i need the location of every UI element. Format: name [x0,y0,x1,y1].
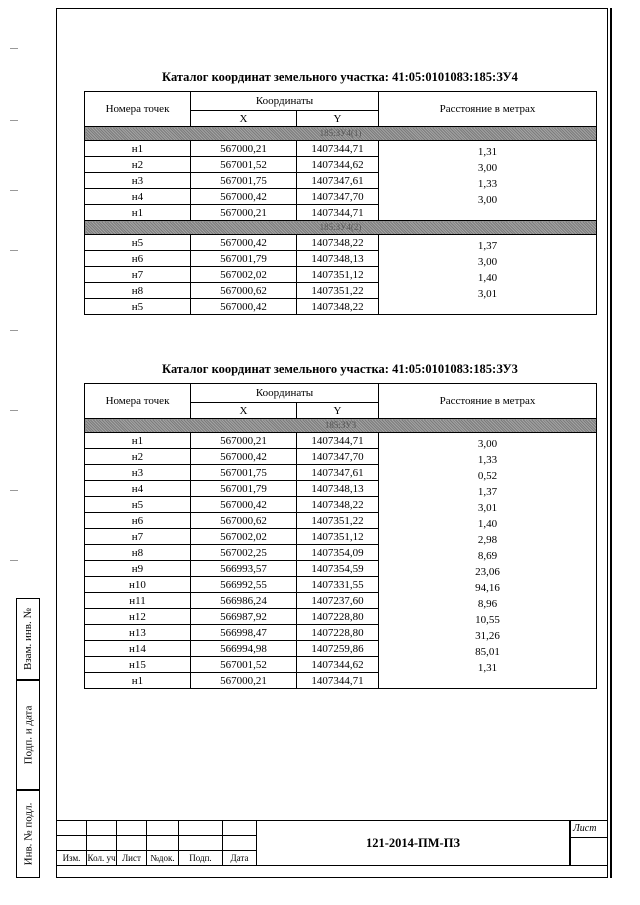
table-row [85,189,597,205]
distance: 1,31 [379,657,597,673]
header-points: Номера точек [85,384,191,419]
table-row [85,625,597,641]
margin-tick [10,120,18,121]
coord-y: 1407344,62 [297,657,379,673]
distance: 1,40 [379,513,597,529]
distance [379,205,597,221]
coord-x: 567000,42 [191,497,297,513]
point-number: н7 [85,529,191,545]
distance: 2,98 [379,529,597,545]
coord-x: 567001,52 [191,157,297,173]
point-number: н1 [85,141,191,157]
stamp-kol: Кол. уч [87,851,117,866]
table-row [85,283,597,299]
coord-y: 1407344,71 [297,433,379,449]
coord-x: 567000,42 [191,235,297,251]
table-row [85,251,597,267]
point-number: н13 [85,625,191,641]
coord-y: 1407344,71 [297,141,379,157]
group-label-row: 185:ЗУ4(2) [85,221,597,235]
table-row [85,513,597,529]
point-number: н11 [85,593,191,609]
distance: 1,33 [379,449,597,465]
coord-x: 566992,55 [191,577,297,593]
stamp-sheet-label: Лист [571,821,607,838]
point-number: н9 [85,561,191,577]
coord-y: 1407348,22 [297,235,379,251]
table-row [85,267,597,283]
coord-y: 1407348,13 [297,251,379,267]
coordinates-table-1 [84,91,597,315]
point-number: н10 [85,577,191,593]
coord-y: 1407354,09 [297,545,379,561]
coord-x: 567001,79 [191,481,297,497]
coord-x: 567000,21 [191,205,297,221]
coord-y: 1407347,61 [297,173,379,189]
table-row [85,449,597,465]
header-x: X [191,111,297,127]
coord-y: 1407351,22 [297,283,379,299]
distance: 31,26 [379,625,597,641]
coord-x: 566987,92 [191,609,297,625]
margin-tick [10,250,18,251]
point-number: н6 [85,513,191,529]
coord-y: 1407351,22 [297,513,379,529]
header-distance: Расстояние в метрах [379,92,597,127]
sidebar-inv-box [16,790,40,878]
point-number: н8 [85,545,191,561]
stamp-list: Лист [117,851,147,866]
distance: 1,33 [379,173,597,189]
margin-tick [10,560,18,561]
point-number: н8 [85,283,191,299]
point-number: н3 [85,173,191,189]
sidebar-podp-box [16,680,40,790]
distance: 3,00 [379,189,597,205]
coord-x: 567000,62 [191,513,297,529]
distance: 0,52 [379,465,597,481]
coord-x: 567001,75 [191,173,297,189]
coord-x: 567000,42 [191,189,297,205]
coord-y: 1407347,70 [297,449,379,465]
point-number: н3 [85,465,191,481]
coord-y: 1407344,62 [297,157,379,173]
coord-x: 567000,62 [191,283,297,299]
point-number: н4 [85,481,191,497]
coord-y: 1407351,12 [297,529,379,545]
distance: 3,01 [379,283,597,299]
table-row [85,497,597,513]
coord-y: 1407344,71 [297,205,379,221]
coord-x: 567002,02 [191,529,297,545]
table-row [85,173,597,189]
point-number: н1 [85,673,191,689]
margin-tick [10,190,18,191]
coord-x: 566986,24 [191,593,297,609]
point-number: н1 [85,205,191,221]
distance: 1,37 [379,481,597,497]
table-row [85,529,597,545]
table1-title: Каталог координат земельного участка: 41:05:0101083:185:ЗУ4 [162,70,518,84]
coord-x: 566994,98 [191,641,297,657]
table-row [85,157,597,173]
stamp-code-box [256,820,570,866]
sidebar-vzam-label: Взам. инв. № [22,608,34,670]
margin-tick [10,330,18,331]
coord-x: 567001,79 [191,251,297,267]
coord-y: 1407351,12 [297,267,379,283]
coord-x: 567002,25 [191,545,297,561]
coord-y: 1407228,80 [297,625,379,641]
distance: 1,40 [379,267,597,283]
table-row [85,299,597,315]
coord-x: 567000,42 [191,299,297,315]
table-row [85,609,597,625]
header-distance: Расстояние в метрах [379,384,597,419]
header-coordinates: Координаты [191,384,379,403]
stamp-izm: Изм. [57,851,87,866]
coord-x: 567000,21 [191,673,297,689]
coord-y: 1407228,80 [297,609,379,625]
coord-y: 1407347,70 [297,189,379,205]
point-number: н7 [85,267,191,283]
table-row [85,673,597,689]
coord-y: 1407348,13 [297,481,379,497]
margin-tick [10,48,18,49]
distance: 3,01 [379,497,597,513]
point-number: н12 [85,609,191,625]
table-row [85,657,597,673]
point-number: н6 [85,251,191,267]
table-row [85,481,597,497]
table-row [85,465,597,481]
coord-y: 1407348,22 [297,497,379,513]
distance: 1,31 [379,141,597,157]
header-x: X [191,403,297,419]
coordinates-table-2 [84,383,597,689]
point-number: н2 [85,449,191,465]
table-row [85,205,597,221]
table-row [85,593,597,609]
coord-y: 1407344,71 [297,673,379,689]
coord-x: 567002,02 [191,267,297,283]
coord-x: 567000,42 [191,449,297,465]
sidebar-vzam-box [16,598,40,680]
document-code: 121-2014-ПМ-ПЗ [365,835,461,850]
group-label-row: 185:ЗУ4(1) [85,127,597,141]
sidebar-inv-label: Инв. № подл. [22,802,34,866]
distance: 3,00 [379,157,597,173]
table-row [85,545,597,561]
header-y: Y [297,111,379,127]
coord-y: 1407259,86 [297,641,379,657]
coord-y: 1407347,61 [297,465,379,481]
stamp-sheet-box [570,820,608,866]
margin-tick [10,490,18,491]
header-coordinates: Координаты [191,92,379,111]
distance: 23,06 [379,561,597,577]
table-row [85,433,597,449]
coord-x: 566993,57 [191,561,297,577]
table-row [85,561,597,577]
point-number: н2 [85,157,191,173]
point-number: н5 [85,235,191,251]
distance: 8,96 [379,593,597,609]
point-number: н5 [85,299,191,315]
stamp-grid [56,820,257,866]
table2-title: Каталог координат земельного участка: 41:05:0101083:185:ЗУ3 [162,362,518,376]
distance: 3,00 [379,251,597,267]
table-row [85,577,597,593]
stamp-podp: Подп. [179,851,223,866]
point-number: н14 [85,641,191,657]
header-points: Номера точек [85,92,191,127]
distance: 85,01 [379,641,597,657]
table-row [85,641,597,657]
distance: 3,00 [379,433,597,449]
point-number: н4 [85,189,191,205]
coord-y: 1407331,55 [297,577,379,593]
page-frame-right-edge [610,8,612,878]
distance: 1,37 [379,235,597,251]
stamp-ndok: №док. [147,851,179,866]
stamp-data: Дата [223,851,257,866]
coord-y: 1407237,60 [297,593,379,609]
table-row [85,235,597,251]
margin-tick [10,410,18,411]
sidebar-podp-label: Подп. и дата [22,705,35,765]
point-number: н5 [85,497,191,513]
coord-x: 567001,52 [191,657,297,673]
coord-x: 567001,75 [191,465,297,481]
distance: 10,55 [379,609,597,625]
coord-x: 566998,47 [191,625,297,641]
distance: 8,69 [379,545,597,561]
group-label-row: 185:ЗУ3 [85,419,597,433]
coord-x: 567000,21 [191,141,297,157]
point-number: н15 [85,657,191,673]
coord-y: 1407354,59 [297,561,379,577]
coord-x: 567000,21 [191,433,297,449]
table-row [85,141,597,157]
distance [379,673,597,689]
coord-y: 1407348,22 [297,299,379,315]
header-y: Y [297,403,379,419]
point-number: н1 [85,433,191,449]
distance: 94,16 [379,577,597,593]
distance [379,299,597,315]
